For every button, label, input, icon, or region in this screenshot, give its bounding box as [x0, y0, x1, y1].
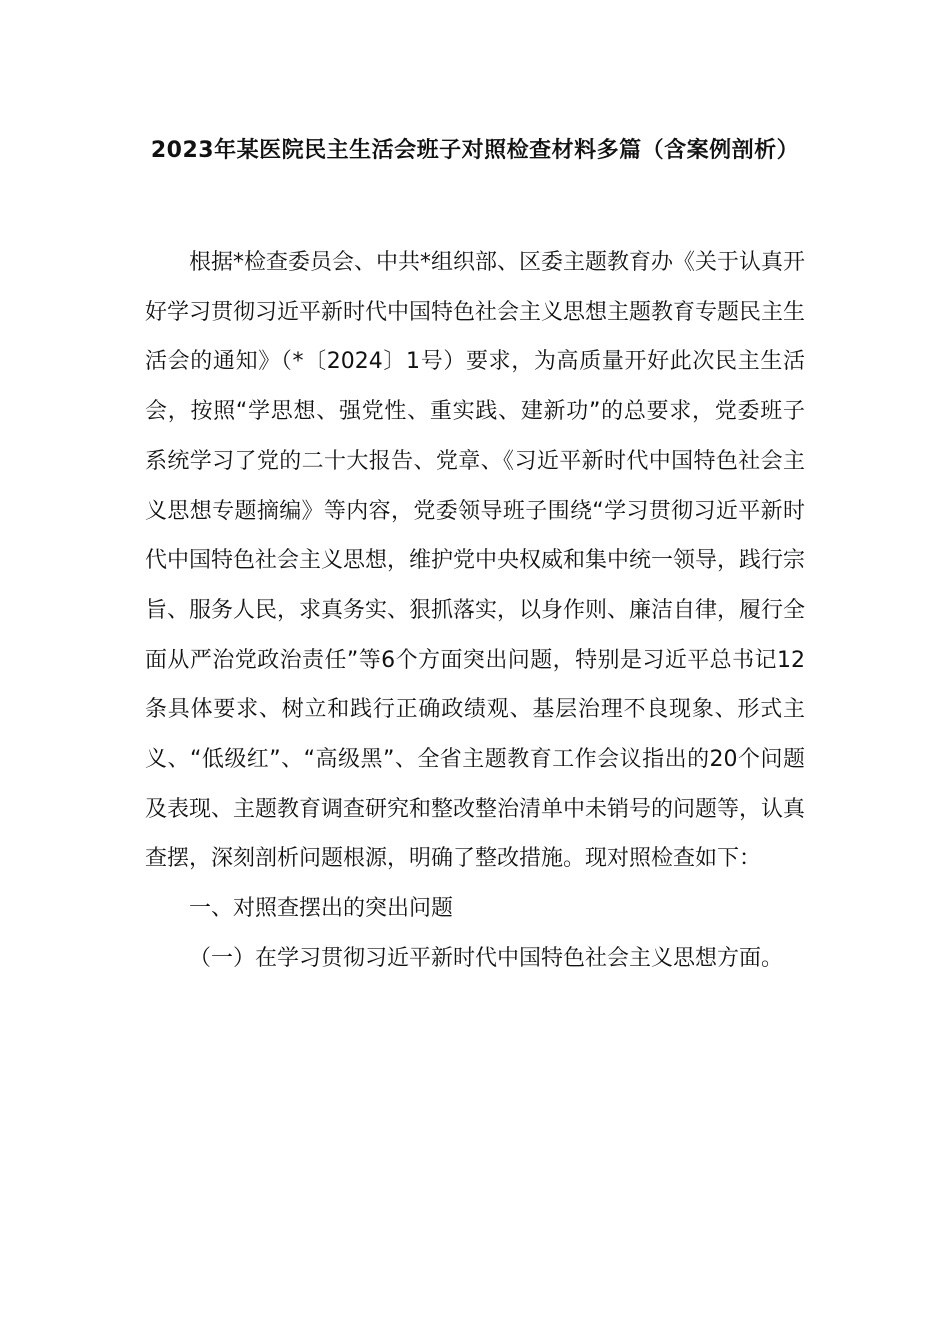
body-paragraph-intro: 根据*检查委员会、中共*组织部、区委主题教育办《关于认真开好学习贯彻习近平新时代中国特色社会主义思想主题教育专题民主生活会的通知》（*〔2024〕1号）要求，为高质量开好此次民主生活会，按照“学思想、强党性、重实践、建新功”的总要求，党委班子系统学习了党的二十大报告、党章、《习近平新时代中国特色社会主义思想专题摘编》等内容，党委领导班子围绕“学习贯彻习近平新时代中国特色社会主义思想，维护党中央权威和集中统一领导，践行宗旨、服务人民，求真务实、狠抓落实，以身作则、廉洁自律，履行全面从严治党政治责任”等6个方面突出问题，特别是习近平总书记12条具体要求、树立和践行正确政绩观、基层治理不良现象、形式主义、“低级红”、“高级黑”、全省主题教育工作会议指出的20个问题及表现、主题教育调查研究和整改整治清单中未销号的问题等，认真查摆，深刻剖析问题根源，明确了整改措施。现对照检查如下：: [145, 250, 806, 872]
document-body: [145, 238, 805, 984]
section-heading-1: 一、对照查摆出的突出问题: [189, 896, 454, 922]
subsection-heading-1: （一）在学习贯彻习近平新时代中国特色社会主义思想方面。: [189, 945, 784, 971]
document-title: 2023年某医院民主生活会班子对照检查材料多篇（含案例剖析）: [150, 138, 800, 163]
